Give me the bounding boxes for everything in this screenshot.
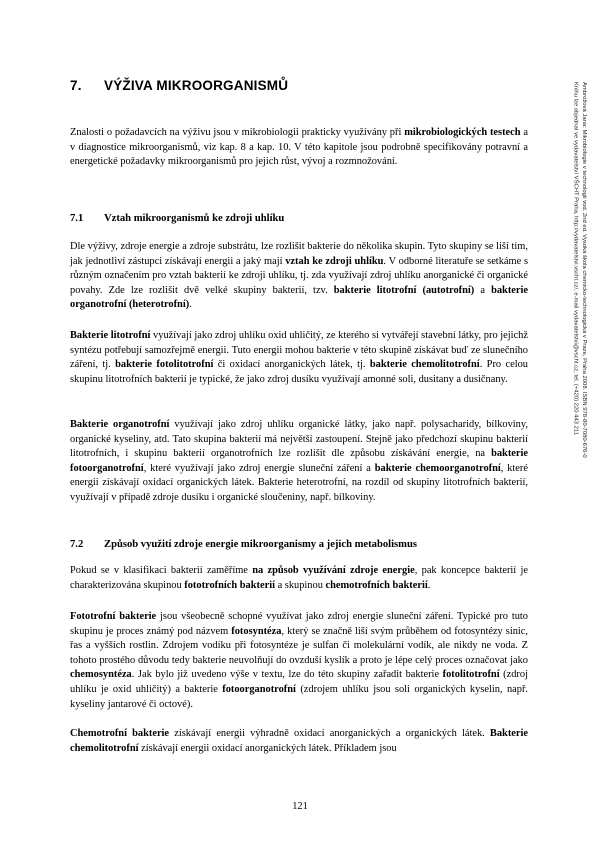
bold-term: Bakterie organotrofní — [70, 419, 170, 430]
section-7-1-paragraph-3 — [70, 418, 528, 506]
intro-paragraph — [70, 126, 528, 170]
bold-term: bakterie litotrofní (autotrofní) — [333, 284, 475, 296]
text-run: Dle výživy, zdroje energie a zdroje substrátu, lze rozlišit bakterie do několika skupin. Tyto skupiny se liší tím, jak jednotliví zástupci získávají energii a jaký mají — [70, 241, 528, 267]
text-run: , pak koncepce bakterií je charakterizována skupinou — [70, 565, 528, 591]
bold-term: mikrobiologických testech — [404, 127, 521, 138]
text-run: (zdrojem uhlíku jsou soli organických kyselin, např. kyseliny jantarové či octové). — [70, 683, 528, 710]
text-run: . Pro celou skupinu litotrofních bakterií je typické, že jako zdroj dusíku využívají amonné soli, dusitany a dusičnany. — [70, 359, 528, 385]
bold-term: fotolitotrofní — [442, 669, 500, 681]
bold-term: fototrofních bakterií — [184, 579, 275, 591]
section-heading-7-1 — [70, 213, 284, 224]
text-run: či oxidací anorganických látek, tj. — [213, 359, 370, 371]
chapter-title — [70, 78, 288, 93]
section-7-2-paragraph-2 — [70, 610, 528, 712]
section-number: 7.1 — [70, 213, 84, 224]
chapter-title-text: VÝŽIVA MIKROORGANISMŮ — [104, 78, 289, 93]
text-run: . Jak bylo již uvedeno výše v textu, lze do této skupiny zařadit bakterie — [131, 669, 443, 681]
text-run: jsou všeobecně schopné využívat jako zdroj energie sluneční záření. Typické pro tuto skupinu je proces známý pod názvem — [70, 611, 529, 637]
bold-term: chemotrofních bakterií — [325, 579, 428, 591]
order-info-line: Knihu lze objednat ve vydavatelství VŠCHT Praha, http://vydavatelstvi.vscht.cz/, e-mail vydavatelstvi@vscht.cz, tel. (+420) 220 443 211 — [572, 82, 579, 435]
text-run: a — [474, 284, 492, 296]
text-run: , které využívají jako zdroj energie sluneční záření a — [143, 462, 375, 474]
bold-term: Bakterie chemolitotrofní — [70, 728, 529, 754]
text-run: získávají energii oxidací anorganických látek. Příkladem jsou — [138, 742, 397, 754]
text-run: využívají jako zdroj uhlíku oxid uhličitý, ze kterého si vytvářejí stavební látky, pro jejichž syntézu potřebují samozřejmě energii. Tuto energii mohou bakterie v této skupině získávat buď ze slunečního záření, tj. — [70, 330, 528, 371]
text-run: (zdroj uhlíku je oxid uhličitý) a bakterie — [70, 669, 528, 695]
bold-term: fotosyntéza — [231, 625, 282, 637]
bold-term: Chemotrofní bakterie — [70, 728, 170, 739]
text-run: a v diagnostice mikroorganismů, viz kap. 8 a kap. 10. V této kapitole jsou podrobně specifikovány potravní a energetické požadavky mikroorganismů pro jejich růst, vývoj a rozmnožování. — [70, 127, 528, 168]
bold-term: na způsob využívání zdroje energie — [252, 565, 415, 576]
bold-term: fotoorganotrofní — [222, 683, 296, 695]
section-7-2-paragraph-3 — [70, 727, 528, 756]
page-number: 121 — [292, 801, 308, 812]
text-run: , které energii získávají oxidací organických látek. Bakterie heterotrofní, na rozdíl od skupiny litotrofních bakterií, využívají v případě zdroje dusíku i organické sloučeniny, např. bílkoviny. — [70, 462, 528, 503]
section-number: 7.2 — [70, 539, 84, 550]
bold-term: vztah ke zdroji uhlíku — [285, 255, 384, 267]
text-run: . — [427, 579, 431, 591]
section-7-2-paragraph-1 — [70, 564, 528, 593]
bold-term: bakterie organotrofní (heterotrofní) — [70, 284, 528, 311]
text-run: . — [189, 299, 192, 311]
bold-term: bakterie fotoorganotrofní — [70, 448, 528, 474]
section-heading-7-2 — [70, 539, 417, 550]
section-title: Vztah mikroorganismů ke zdroji uhlíku — [104, 213, 285, 224]
section-title: Způsob využití zdroje energie mikroorganismy a jejich metabolismus — [104, 539, 417, 550]
citation-line: Ambrožová Jana: Mikrobiologie v technologii vod. 2nd ed. Vysoká škola chemicko-technologická v Praze, Praha 2008. ISBN 978-80-7080-676-0 — [581, 82, 587, 458]
text-run: získávají energii výhradně oxidací anorganických a organických látek. — [169, 728, 490, 739]
text-run: Znalosti o požadavcích na výživu jsou v mikrobiologii prakticky využívány při — [70, 127, 405, 138]
bold-term: chemosyntéza — [70, 669, 132, 681]
bold-term: bakterie chemolitotrofní — [369, 359, 480, 371]
text-run: . V odborné literatuře se setkáme s různým označením pro vztah bakterií ke zdroji uhlíku, tj. zda využívají zdroj uhlíku anorganické či organické povahy. Zde lze rozlišit dvě velké skupiny bakterií, tzv. — [70, 255, 529, 296]
text-run: využívají jako zdroj uhlíku organické látky, jako např. polysacharidy, bílkoviny, organické kyseliny, atd. Tato skupina bakterií má největší zastoupení. Stejně jako předchozí skupinu bakterií litotrofních, i skupinu bakterií organotrofních lze rozlišit dle způsobu získávání energie, na — [70, 419, 528, 460]
text-run: a skupinou — [274, 579, 326, 591]
bold-term: Fototrofní bakterie — [70, 611, 157, 622]
publisher-side-note — [568, 82, 588, 692]
bold-term: bakterie chemoorganotrofní — [374, 462, 501, 474]
section-7-1-paragraph-1 — [70, 240, 528, 313]
text-run: , který se značně liší svým průběhem od fotosyntézy sinic, řas a vyšších rostlin. Zdrojem vodíku při fotosyntéze je sulfan či molekulární vodík, ale nikdy ne voda. Z tohoto prostého důvodu tedy bakterie neuvolňují do ovzduší kyslík a proto je lépe celý proces označovat jako — [70, 625, 528, 666]
section-7-1-paragraph-2 — [70, 329, 528, 387]
text-run: Pokud se v klasifikaci bakterií zaměříme — [70, 565, 253, 576]
bold-term: bakterie fotolitotrofní — [115, 359, 214, 371]
chapter-number: 7. — [70, 78, 82, 93]
bold-term: Bakterie litotrofní — [70, 330, 151, 341]
